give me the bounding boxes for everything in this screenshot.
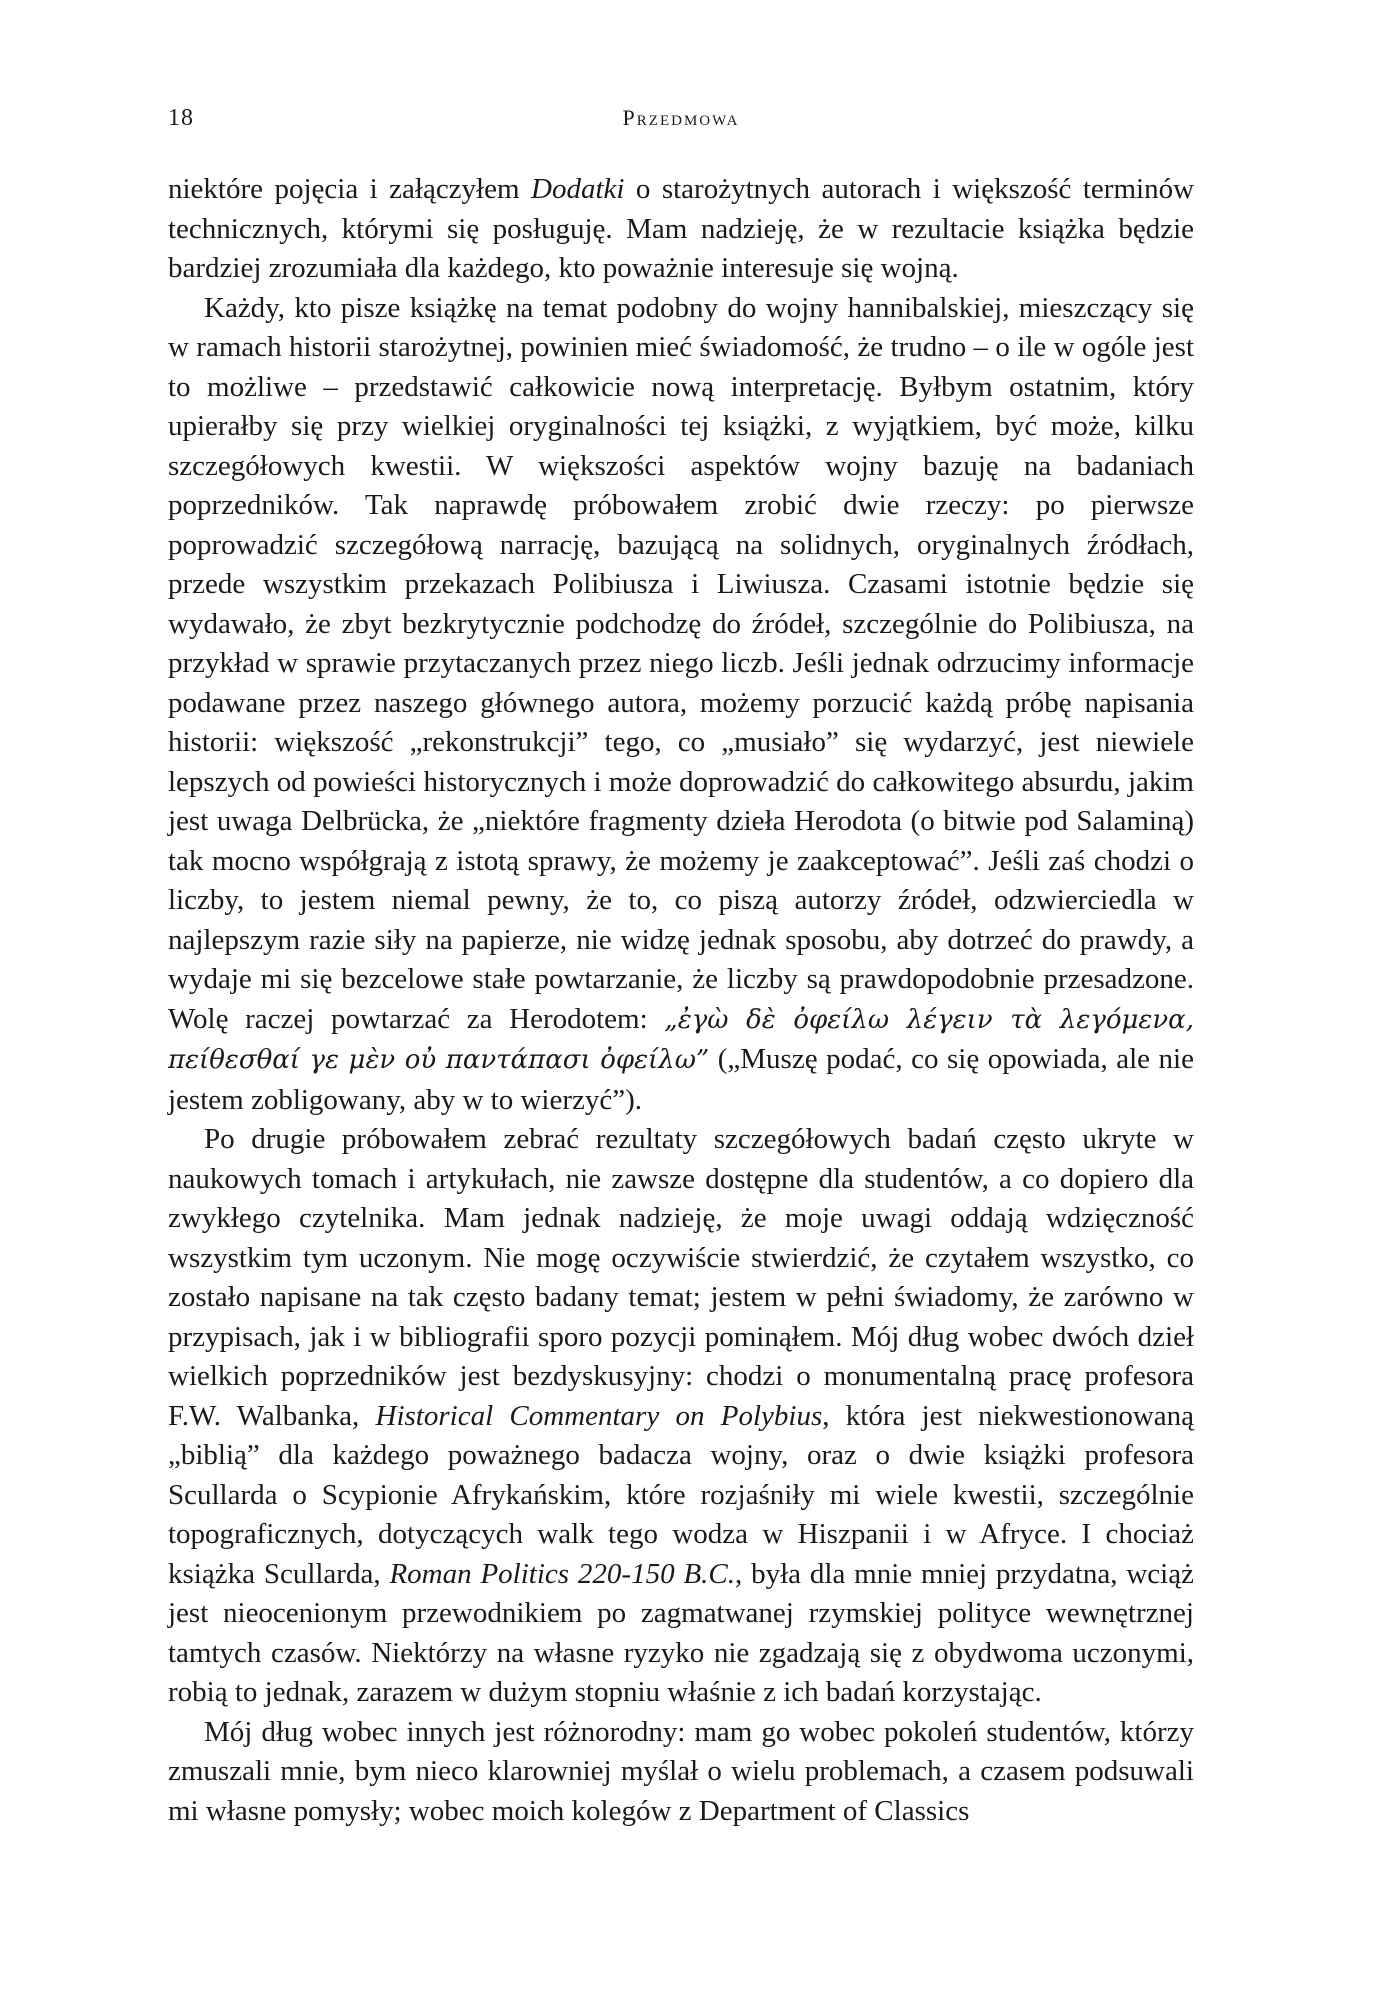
section-title: Przedmowa	[622, 105, 740, 130]
running-head	[168, 98, 1194, 138]
page-number: 18	[168, 105, 194, 131]
text-segment: Mój dług wobec innych jest różnorodny: mam go wobec pokoleń studentów, którzy zmuszali mnie, bym nieco klarowniej myślał o wielu problemach, a czasem podsuwali mi własne pomysły; wobec moich kolegów z Department of Classics	[168, 1715, 1194, 1827]
text-segment: , która jest niekwestionowaną „biblią” dla każdego poważnego badacza wojny, oraz o dwie książki profesora Scullarda o Scypionie Afrykańskim, które rozjaśniły mi wiele kwestii, szczególnie topograficznych, dotyczących walk tego wodza w Hiszpanii i w Afryce. I chociaż książka Scullarda,	[168, 1399, 1195, 1590]
paragraph	[168, 1120, 1194, 1713]
greek-quote: „ἐγὼ δὲ ὀφείλω λέγειν τὰ λεγόμενα, πείθεσθαί γε μὲν οὐ παντάπασι ὀφείλω”	[168, 1004, 1194, 1075]
italic-title: Roman Politics 220-150 B.C.	[389, 1557, 735, 1590]
paragraph	[168, 289, 1194, 1121]
body-text	[168, 170, 1194, 1831]
paragraph	[168, 170, 1194, 289]
text-segment: niektóre pojęcia i załączyłem	[168, 173, 531, 205]
italic-title: Historical Commentary on Polybius	[375, 1399, 823, 1432]
text-segment: („Muszę podać, co się opowiada, ale nie jestem zobligowany, aby w to wierzyć”).	[168, 1043, 1194, 1116]
paragraph	[168, 1713, 1194, 1832]
italic-title: Dodatki	[531, 173, 625, 205]
text-segment: o starożytnych autorach i większość terminów technicznych, którymi się posługuję. Mam nadzieję, że w rezultacie książka będzie bardziej zrozumiała dla każdego, kto poważnie interesuje się wojną.	[168, 173, 1195, 284]
text-segment: Po drugie próbowałem zebrać rezultaty szczegółowych badań często ukryte w naukowych tomach i artykułach, nie zawsze dostępne dla studentów, a co dopiero dla zwykłego czytelnika. Mam jednak nadzieję, że moje uwagi oddają wdzięczność wszystkim tym uczonym. Nie mogę oczywiście stwierdzić, że czytałem wszystko, co zostało napisane na tak często badany temat; jestem w pełni świadomy, że zarówno w przypisach, jak i w bibliografii sporo pozycji pominąłem. Mój dług wobec dwóch dzieł wielkich poprzedników jest bezdyskusyjny: chodzi o monumentalną pracę profesora F.W. Walbanka,	[168, 1123, 1194, 1432]
text-segment: , była dla mnie mniej przydatna, wciąż jest nieocenionym przewodnikiem po zagmatwanej rzymskiej polityce wewnętrznej tamtych czasów. Niektórzy na własne ryzyko nie zgadzają się z obydwoma uczonymi, robią to jednak, zarazem w dużym stopniu właśnie z ich badań korzystając.	[168, 1557, 1194, 1708]
text-segment: Każdy, kto pisze książkę na temat podobny do wojny hannibalskiej, mieszczący się w ramach historii starożytnej, powinien mieć świadomość, że trudno – o ile w ogóle jest to możliwe – przedstawić całkowicie nową interpretację. Byłbym ostatnim, który upierałby się przy wielkiej oryginalności tej książki, z wyjątkiem, być może, kilku szczegółowych kwestii. W większości aspektów wojny bazuję na badaniach poprzedników. Tak naprawdę próbowałem zrobić dwie rzeczy: po pierwsze poprowadzić szczegółową narrację, bazującą na solidnych, oryginalnych źródłach, przede wszystkim przekazach Polibiusza i Liwiusza. Czasami istotnie będzie się wydawało, że zbyt bezkrytycznie podchodzę do źródeł, szczególnie do Polibiusza, na przykład w sprawie przytaczanych przez niego liczb. Jeśli jednak odrzucimy informacje podawane przez naszego głównego autora, możemy porzucić każdą próbę napisania historii: większość „rekonstrukcji” tego, co „musiało” się wydarzyć, jest niewiele lepszych od powieści historycznych i może doprowadzić do całkowitego absurdu, jakim jest uwaga Delbrücka, że „niektóre fragmenty dzieła Herodota (o bitwie pod Salaminą) tak mocno współgrają z istotą sprawy, że możemy je zaakceptować”. Jeśli zaś chodzi o liczby, to jestem niemal pewny, że to, co piszą autorzy źródeł, odzwierciedla w najlepszym razie siły na papierze, nie widzę jednak sposobu, aby dotrzeć do prawdy, a wydaje mi się bezcelowe stałe powtarzanie, że liczby są prawdopodobnie przesadzone. Wolę raczej powtarzać za Herodotem:	[168, 291, 1194, 1035]
